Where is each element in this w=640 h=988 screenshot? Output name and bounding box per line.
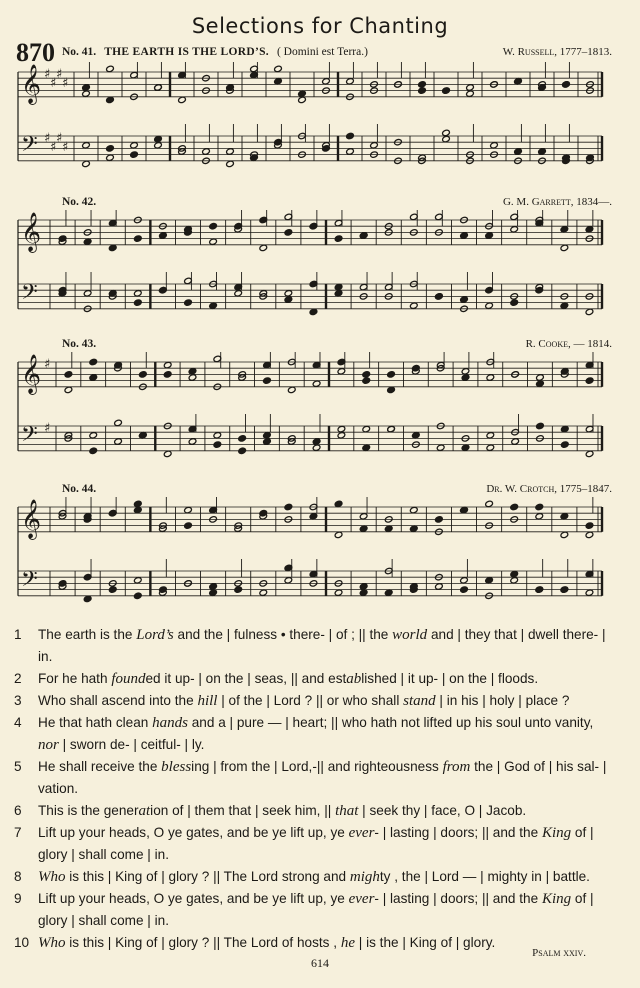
treble-clef-icon: 𝄞: [21, 354, 42, 394]
note-head: [134, 235, 143, 242]
sharp-icon: ♯: [62, 140, 69, 155]
note-head: [134, 577, 143, 584]
note-head: [536, 374, 545, 381]
verse: [14, 668, 614, 690]
verse-text: This is the generation of | them that | seek him, || that | seek thy | face, O | Jacob.: [38, 803, 527, 819]
note-head: [322, 78, 331, 85]
verse: [14, 932, 614, 954]
note-head: [334, 283, 343, 290]
note-head: [585, 377, 594, 384]
verse: [14, 866, 614, 888]
sharp-icon: ♯: [56, 131, 63, 146]
verse-text: Who is this | King of | glory ? || The Lord of hosts , he | is the | King of | glory.: [38, 935, 496, 951]
note-head: [334, 500, 343, 507]
note-head: [460, 586, 469, 593]
note-head: [485, 302, 494, 309]
note-head: [284, 503, 293, 510]
note-head: [560, 226, 569, 233]
note-head: [134, 500, 143, 507]
note-head: [585, 531, 594, 538]
note-head: [510, 577, 519, 584]
note-head: [209, 302, 218, 309]
verse: [14, 800, 614, 822]
verse-number: 7: [14, 825, 22, 840]
note-head: [410, 506, 419, 513]
note-head: [466, 84, 475, 91]
verse-text: Who shall ascend into the hill | of the | Lord ? || or who shall stand | in his | holy | place ?: [38, 693, 570, 709]
hymn-number: 870: [16, 38, 55, 67]
note-head: [535, 513, 544, 520]
note-head: [234, 586, 243, 593]
note-head: [263, 377, 272, 384]
note-head: [412, 432, 421, 439]
note-head: [334, 290, 343, 297]
note-head: [83, 238, 92, 245]
chant-composer: R. Cooke, — 1814.: [525, 338, 612, 350]
note-head: [163, 371, 172, 378]
note-head: [561, 441, 570, 448]
note-head: [178, 96, 187, 103]
note-head: [442, 135, 451, 142]
bass-clef-icon: 𝄢: [21, 132, 38, 162]
note-head: [134, 290, 143, 297]
note-head: [288, 386, 297, 393]
note-head: [64, 386, 73, 393]
note-head: [436, 444, 445, 451]
note-head: [485, 577, 494, 584]
chant-header-44: [62, 483, 612, 495]
note-head: [238, 435, 247, 442]
verse: [14, 756, 614, 800]
note-head: [106, 145, 115, 152]
note-head: [312, 438, 321, 445]
chant-composer: Dr. W. Crotch, 1775–1847.: [486, 483, 612, 495]
verse-number: 9: [14, 891, 22, 906]
note-head: [362, 377, 371, 384]
verse: [14, 690, 614, 712]
note-head: [486, 374, 495, 381]
note-head: [89, 432, 98, 439]
verse-number: 3: [14, 693, 22, 708]
chant-number: No. 42.: [62, 196, 97, 208]
treble-clef-icon: 𝄞: [21, 64, 42, 104]
note-head: [387, 371, 396, 378]
note-head: [511, 438, 520, 445]
note-head: [466, 90, 475, 97]
note-head: [89, 358, 98, 365]
note-head: [213, 441, 222, 448]
note-head: [435, 583, 444, 590]
note-head: [387, 386, 396, 393]
note-head: [538, 148, 547, 155]
verse-number: 5: [14, 759, 22, 774]
note-head: [108, 244, 117, 251]
note-head: [259, 589, 268, 596]
note-head: [460, 232, 469, 239]
note-head: [485, 232, 494, 239]
note-head: [362, 425, 371, 432]
sharp-icon: ♯: [44, 67, 51, 82]
note-head: [490, 142, 499, 149]
music-system-41: [14, 62, 614, 192]
note-head: [384, 525, 393, 532]
note-head: [83, 290, 92, 297]
sharp-icon: ♯: [56, 67, 63, 82]
note-head: [435, 293, 444, 300]
note-head: [213, 432, 222, 439]
note-head: [274, 78, 283, 85]
note-head: [485, 500, 494, 507]
music-system-43: [14, 352, 614, 476]
note-head: [130, 142, 139, 149]
note-head: [362, 444, 371, 451]
note-head: [209, 583, 218, 590]
note-head: [418, 87, 427, 94]
sharp-icon: ♯: [62, 76, 69, 91]
note-head: [188, 368, 197, 375]
note-head: [202, 148, 211, 155]
note-head: [284, 290, 293, 297]
note-head: [312, 444, 321, 451]
verse: [14, 888, 614, 932]
note-head: [309, 308, 318, 315]
chant-composer: G. M. Garrett, 1834—.: [502, 196, 612, 208]
note-head: [486, 444, 495, 451]
note-head: [114, 419, 123, 426]
note-head: [560, 244, 569, 251]
note-head: [346, 132, 355, 139]
bass-clef-icon: 𝄢: [21, 422, 38, 452]
note-head: [184, 522, 193, 529]
verse-text: He that hath clean hands and a | pure — | heart; || who hath not lifted up his soul unto vanity, nor | sworn de- | ceitful- | ly.: [38, 715, 594, 753]
chant-header-43: [62, 338, 612, 350]
note-head: [184, 506, 193, 513]
note-head: [139, 432, 148, 439]
note-head: [226, 148, 235, 155]
note-head: [337, 425, 346, 432]
note-head: [284, 229, 293, 236]
note-head: [163, 450, 172, 457]
note-head: [510, 570, 519, 577]
verse-number: 6: [14, 803, 22, 818]
note-head: [486, 432, 495, 439]
note-head: [359, 589, 368, 596]
note-head: [106, 96, 115, 103]
note-head: [163, 361, 172, 368]
note-head: [334, 235, 343, 242]
note-head: [346, 148, 355, 155]
note-head: [334, 531, 343, 538]
note-head: [442, 129, 451, 136]
note-head: [585, 589, 594, 596]
note-head: [362, 371, 371, 378]
note-head: [334, 589, 343, 596]
note-head: [510, 226, 519, 233]
note-head: [82, 142, 91, 149]
note-head: [536, 380, 545, 387]
chant-number: No. 41.: [62, 46, 97, 58]
sharp-icon: ♯: [44, 357, 51, 372]
note-head: [510, 503, 519, 510]
chant-verses: [14, 624, 614, 954]
note-head: [410, 525, 419, 532]
verse-number: 2: [14, 671, 22, 686]
note-head: [461, 444, 470, 451]
note-head: [359, 525, 368, 532]
note-head: [159, 232, 168, 239]
note-head: [106, 154, 115, 161]
note-head: [562, 81, 571, 88]
chant-number: No. 44.: [62, 483, 97, 495]
page-number: 614: [311, 956, 329, 970]
note-head: [188, 438, 197, 445]
note-head: [435, 516, 444, 523]
note-head: [536, 422, 545, 429]
note-head: [585, 308, 594, 315]
sharp-icon: ♯: [44, 131, 51, 146]
note-head: [387, 425, 396, 432]
note-head: [139, 371, 148, 378]
note-head: [535, 503, 544, 510]
verse-text: Lift up your heads, O ye gates, and be ye lift up, ye ever- | lasting | doors; || and the King of | glory | shall come | in.: [38, 891, 594, 928]
chant-title: THE EARTH IS THE LORD’S.: [104, 46, 269, 58]
note-head: [106, 65, 115, 72]
psalm-reference: Psalm xxiv.: [532, 947, 586, 959]
note-head: [418, 81, 427, 88]
verse-text: He shall receive the blessing | from the | Lord,-|| and righteousness from the | God of | his sal- | vation.: [38, 759, 607, 796]
verse-text: Lift up your heads, O ye gates, and be ye lift up, ye ever- | lasting | doors; || and the King of | glory | shall come | in.: [38, 825, 594, 862]
note-head: [514, 78, 523, 85]
note-head: [209, 223, 218, 230]
note-head: [560, 531, 569, 538]
chant-header-41: [62, 46, 612, 58]
note-head: [238, 447, 247, 454]
note-head: [359, 232, 368, 239]
note-head: [514, 148, 523, 155]
note-head: [359, 513, 368, 520]
chant-number: No. 43.: [62, 338, 97, 350]
note-head: [312, 380, 321, 387]
note-head: [82, 84, 91, 91]
verse-text: Who is this | King of | glory ? || The Lord strong and mighty , the | Lord — | mighty in | battle.: [38, 869, 590, 885]
note-head: [585, 522, 594, 529]
verse-number: 1: [14, 627, 22, 642]
note-head: [259, 244, 268, 251]
page-heading: Selections for Chanting: [191, 14, 449, 38]
note-head: [561, 425, 570, 432]
note-head: [263, 432, 272, 439]
note-head: [460, 506, 469, 513]
note-head: [134, 506, 143, 513]
note-head: [284, 577, 293, 584]
note-head: [83, 595, 92, 602]
note-head: [410, 302, 419, 309]
note-head: [298, 96, 307, 103]
note-head: [263, 438, 272, 445]
note-head: [284, 296, 293, 303]
verse: [14, 712, 614, 756]
note-head: [89, 447, 98, 454]
note-head: [337, 368, 346, 375]
chant-composer: W. Russell, 1777–1813.: [502, 46, 612, 58]
note-head: [89, 374, 98, 381]
note-head: [346, 78, 355, 85]
sharp-icon: ♯: [50, 140, 57, 155]
note-head: [154, 142, 163, 149]
note-head: [442, 87, 451, 94]
verse: [14, 624, 614, 668]
note-head: [298, 90, 307, 97]
bass-clef-icon: 𝄢: [21, 280, 38, 310]
note-head: [370, 142, 379, 149]
verse: [14, 822, 614, 866]
verse-text: The earth is the Lord’s and the | fulness • there- | of ; || the world and | they that | dwell there- | in.: [38, 627, 606, 664]
note-head: [460, 577, 469, 584]
note-head: [461, 374, 470, 381]
note-head: [134, 592, 143, 599]
note-head: [130, 151, 139, 158]
note-head: [82, 90, 91, 97]
music-system-42: [14, 210, 614, 332]
note-head: [209, 238, 218, 245]
note-head: [154, 135, 163, 142]
treble-clef-icon: 𝄞: [21, 499, 42, 539]
note-head: [560, 513, 569, 520]
verse-number: 8: [14, 869, 22, 884]
verse-number: 10: [14, 935, 30, 950]
note-head: [585, 450, 594, 457]
note-head: [337, 432, 346, 439]
note-head: [209, 589, 218, 596]
note-head: [560, 302, 569, 309]
note-head: [460, 296, 469, 303]
note-head: [134, 299, 143, 306]
verse-number: 4: [14, 715, 22, 730]
verse-text: For he hath founded it up- | on the | seas, || and established | it up- | on the | floods.: [38, 671, 539, 687]
note-head: [461, 368, 470, 375]
note-head: [82, 160, 91, 167]
note-head: [510, 299, 519, 306]
music-system-44: [14, 497, 614, 619]
sharp-icon: ♯: [50, 76, 57, 91]
note-head: [184, 299, 193, 306]
note-head: [64, 371, 73, 378]
bass-clef-icon: 𝄢: [21, 567, 38, 597]
note-head: [585, 226, 594, 233]
note-head: [274, 65, 283, 72]
note-head: [108, 586, 117, 593]
note-head: [384, 589, 393, 596]
note-head: [114, 438, 123, 445]
chant-latin: ( Domini est Terra.): [276, 46, 368, 58]
note-head: [309, 513, 318, 520]
treble-clef-icon: 𝄞: [21, 212, 42, 252]
note-head: [234, 290, 243, 297]
note-head: [154, 84, 163, 91]
note-head: [226, 160, 235, 167]
chant-header-42: [62, 196, 612, 208]
note-head: [359, 583, 368, 590]
sharp-icon: ♯: [44, 421, 51, 436]
note-head: [188, 374, 197, 381]
